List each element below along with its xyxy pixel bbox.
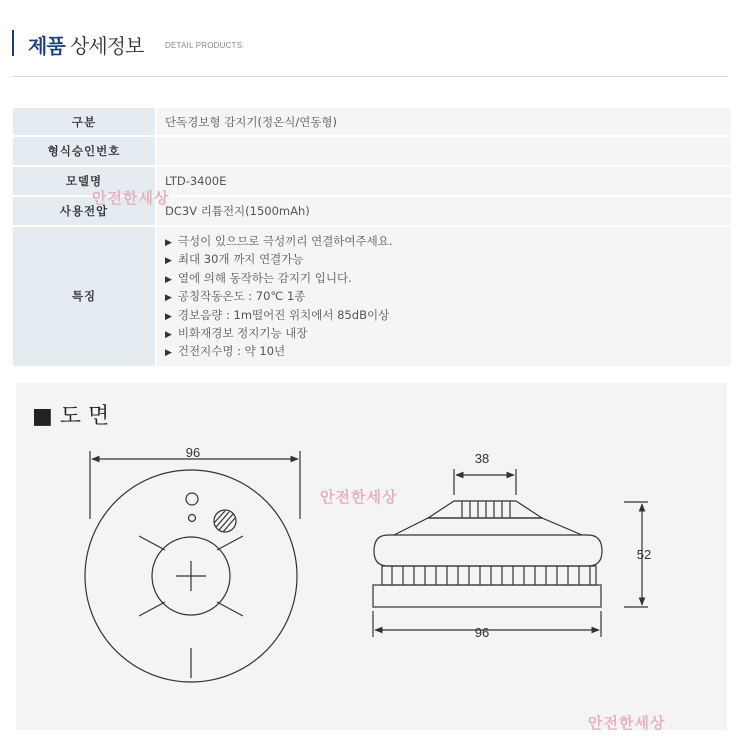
- feature-list: [165, 228, 730, 365]
- feature-item: [165, 324, 730, 342]
- feature-text: 비화재경보 정지기능 내장: [177, 325, 308, 340]
- radial-line: [139, 536, 165, 550]
- technical-drawing: [16, 383, 727, 730]
- spec-row: [13, 108, 731, 135]
- detector-body: [374, 535, 602, 566]
- spec-table: [13, 106, 731, 368]
- feature-item: [165, 232, 730, 250]
- spec-value: LTD-3400E: [155, 167, 731, 195]
- spec-features: [155, 227, 731, 366]
- drawing-title: ■ 도 면: [32, 404, 110, 429]
- feature-text: 경보음량 : 1m떨어진 위치에서 85dB이상: [177, 307, 390, 322]
- spec-label: 형식승인번호: [13, 137, 155, 165]
- bullet-arrow-icon: ▶: [165, 293, 172, 304]
- feature-item: [165, 342, 730, 360]
- page-subtitle: DETAIL PRODUCTS: [165, 41, 243, 50]
- bullet-arrow-icon: ▶: [165, 348, 172, 359]
- dimension-label-side-height: 52: [636, 547, 652, 562]
- body-top-edge: [394, 518, 582, 535]
- spec-row-features: [13, 227, 731, 366]
- mount-base: [428, 501, 542, 518]
- detector-bottom: [373, 585, 601, 607]
- feature-item: [165, 287, 730, 305]
- dimension-label-front-width: 96: [185, 445, 201, 460]
- radial-line: [217, 536, 243, 550]
- spec-label: 모델명: [13, 167, 155, 195]
- bullet-arrow-icon: ▶: [165, 329, 172, 340]
- spec-label: 사용전압: [13, 197, 155, 225]
- spec-row: [13, 137, 731, 165]
- led-indicator-icon: [189, 515, 196, 522]
- dimension-label-side-width: 96: [474, 625, 490, 640]
- feature-text: 극성이 있으므로 극성끼리 연결하여주세요.: [177, 234, 393, 248]
- page-title-strong: 제품: [28, 34, 65, 58]
- feature-text: 공칭작동온도 : 70℃ 1종: [177, 289, 306, 304]
- spec-value: DC3V 리튬전지(1500mAh): [155, 197, 731, 225]
- header-accent-bar: [12, 30, 14, 56]
- spec-label: 구분: [13, 108, 155, 135]
- radial-line: [139, 602, 165, 616]
- feature-text: 최대 30개 까지 연결가능: [177, 252, 304, 267]
- feature-text: 열에 의해 동작하는 감지기 입니다.: [177, 270, 352, 285]
- feature-item: [165, 306, 730, 324]
- bullet-arrow-icon: ▶: [165, 311, 172, 322]
- spec-label: 특징: [13, 227, 155, 366]
- feature-item: [165, 250, 730, 268]
- feature-item: [165, 269, 730, 287]
- feature-text: 건전지수명 : 약 10년: [177, 344, 286, 359]
- vent-slots: [392, 566, 590, 585]
- drawing-panel: [16, 383, 727, 730]
- watermark: 안전한세상: [92, 189, 170, 207]
- dimension-label-side-top: 38: [474, 451, 490, 466]
- grille-hatch: [223, 518, 235, 532]
- watermark: 안전한세상: [320, 488, 398, 506]
- header-divider: [12, 76, 728, 77]
- radial-line: [217, 602, 243, 616]
- bullet-arrow-icon: ▶: [165, 274, 172, 285]
- watermark: 안전한세상: [588, 714, 666, 732]
- spec-value: 단독경보형 감지기(정온식/연동형): [155, 108, 731, 135]
- side-view: [373, 469, 648, 637]
- led-indicator-icon: [186, 493, 198, 505]
- spec-value: [155, 137, 731, 165]
- page-title-rest: 상세정보: [70, 34, 144, 58]
- page-title: [28, 30, 143, 59]
- front-view: [85, 451, 300, 682]
- grille-hatch: [214, 511, 225, 523]
- bullet-arrow-icon: ▶: [165, 256, 172, 267]
- bullet-arrow-icon: ▶: [165, 238, 172, 248]
